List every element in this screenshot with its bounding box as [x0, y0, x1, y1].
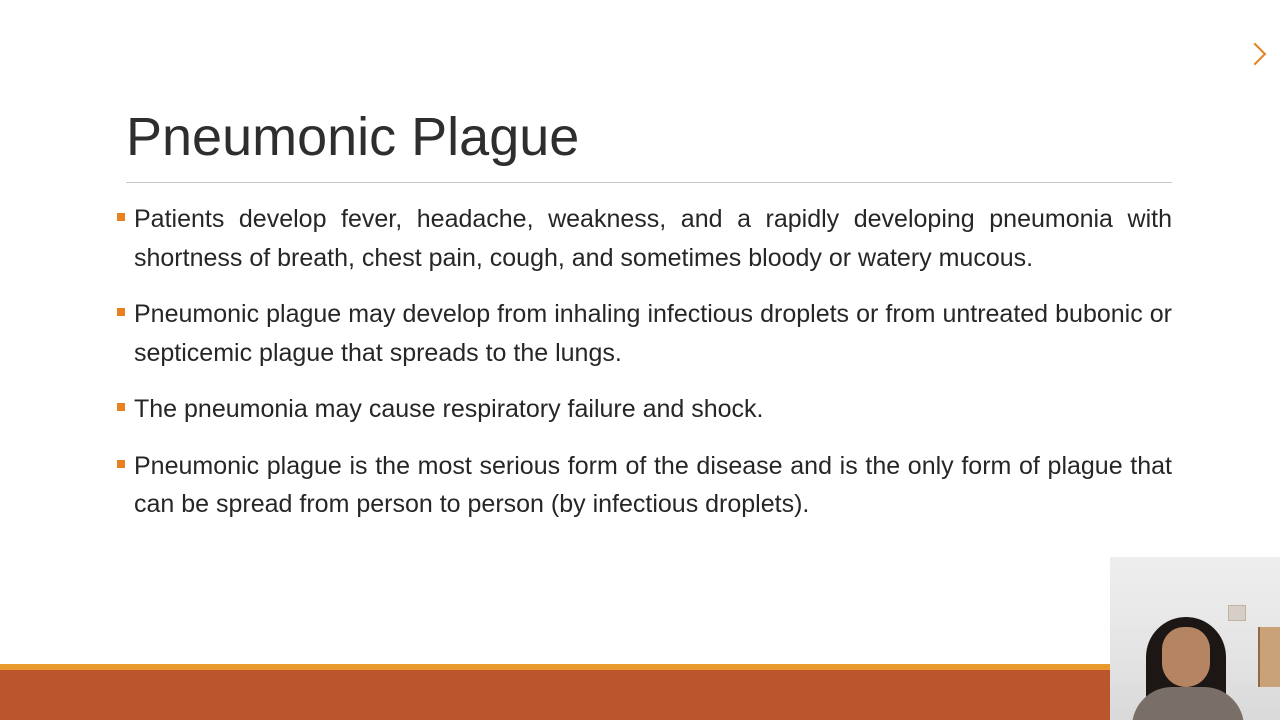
bullet-text: Pneumonic plague may develop from inhaling infectious droplets or from untreated bubonic or septicemic plague that spreads to the lungs.: [134, 300, 1172, 367]
square-bullet-icon: [117, 213, 125, 221]
footer-band: [0, 670, 1280, 720]
square-bullet-icon: [117, 403, 125, 411]
square-bullet-icon: [117, 308, 125, 316]
bullet-item: [117, 390, 1172, 429]
bullet-item: [117, 295, 1172, 372]
title-divider: [126, 182, 1172, 183]
bullet-item: [117, 200, 1172, 277]
presenter-face: [1162, 627, 1210, 687]
wall-frame: [1258, 627, 1280, 687]
presenter-webcam: [1110, 557, 1280, 720]
bullet-item: [117, 447, 1172, 524]
bullet-text: Pneumonic plague is the most serious form of the disease and is the only form of plague that can be spread from person to person (by infectious droplets).: [134, 451, 1172, 518]
bullet-list: [117, 200, 1172, 542]
wall-switch: [1228, 605, 1246, 621]
chevron-right-icon: [1244, 43, 1267, 66]
slide-title: Pneumonic Plague: [126, 107, 580, 167]
square-bullet-icon: [117, 460, 125, 468]
bullet-text: The pneumonia may cause respiratory failure and shock.: [134, 395, 764, 423]
bullet-text: Patients develop fever, headache, weakness, and a rapidly developing pneumonia with shortness of breath, chest pain, cough, and sometimes bloody or watery mucous.: [134, 205, 1172, 272]
